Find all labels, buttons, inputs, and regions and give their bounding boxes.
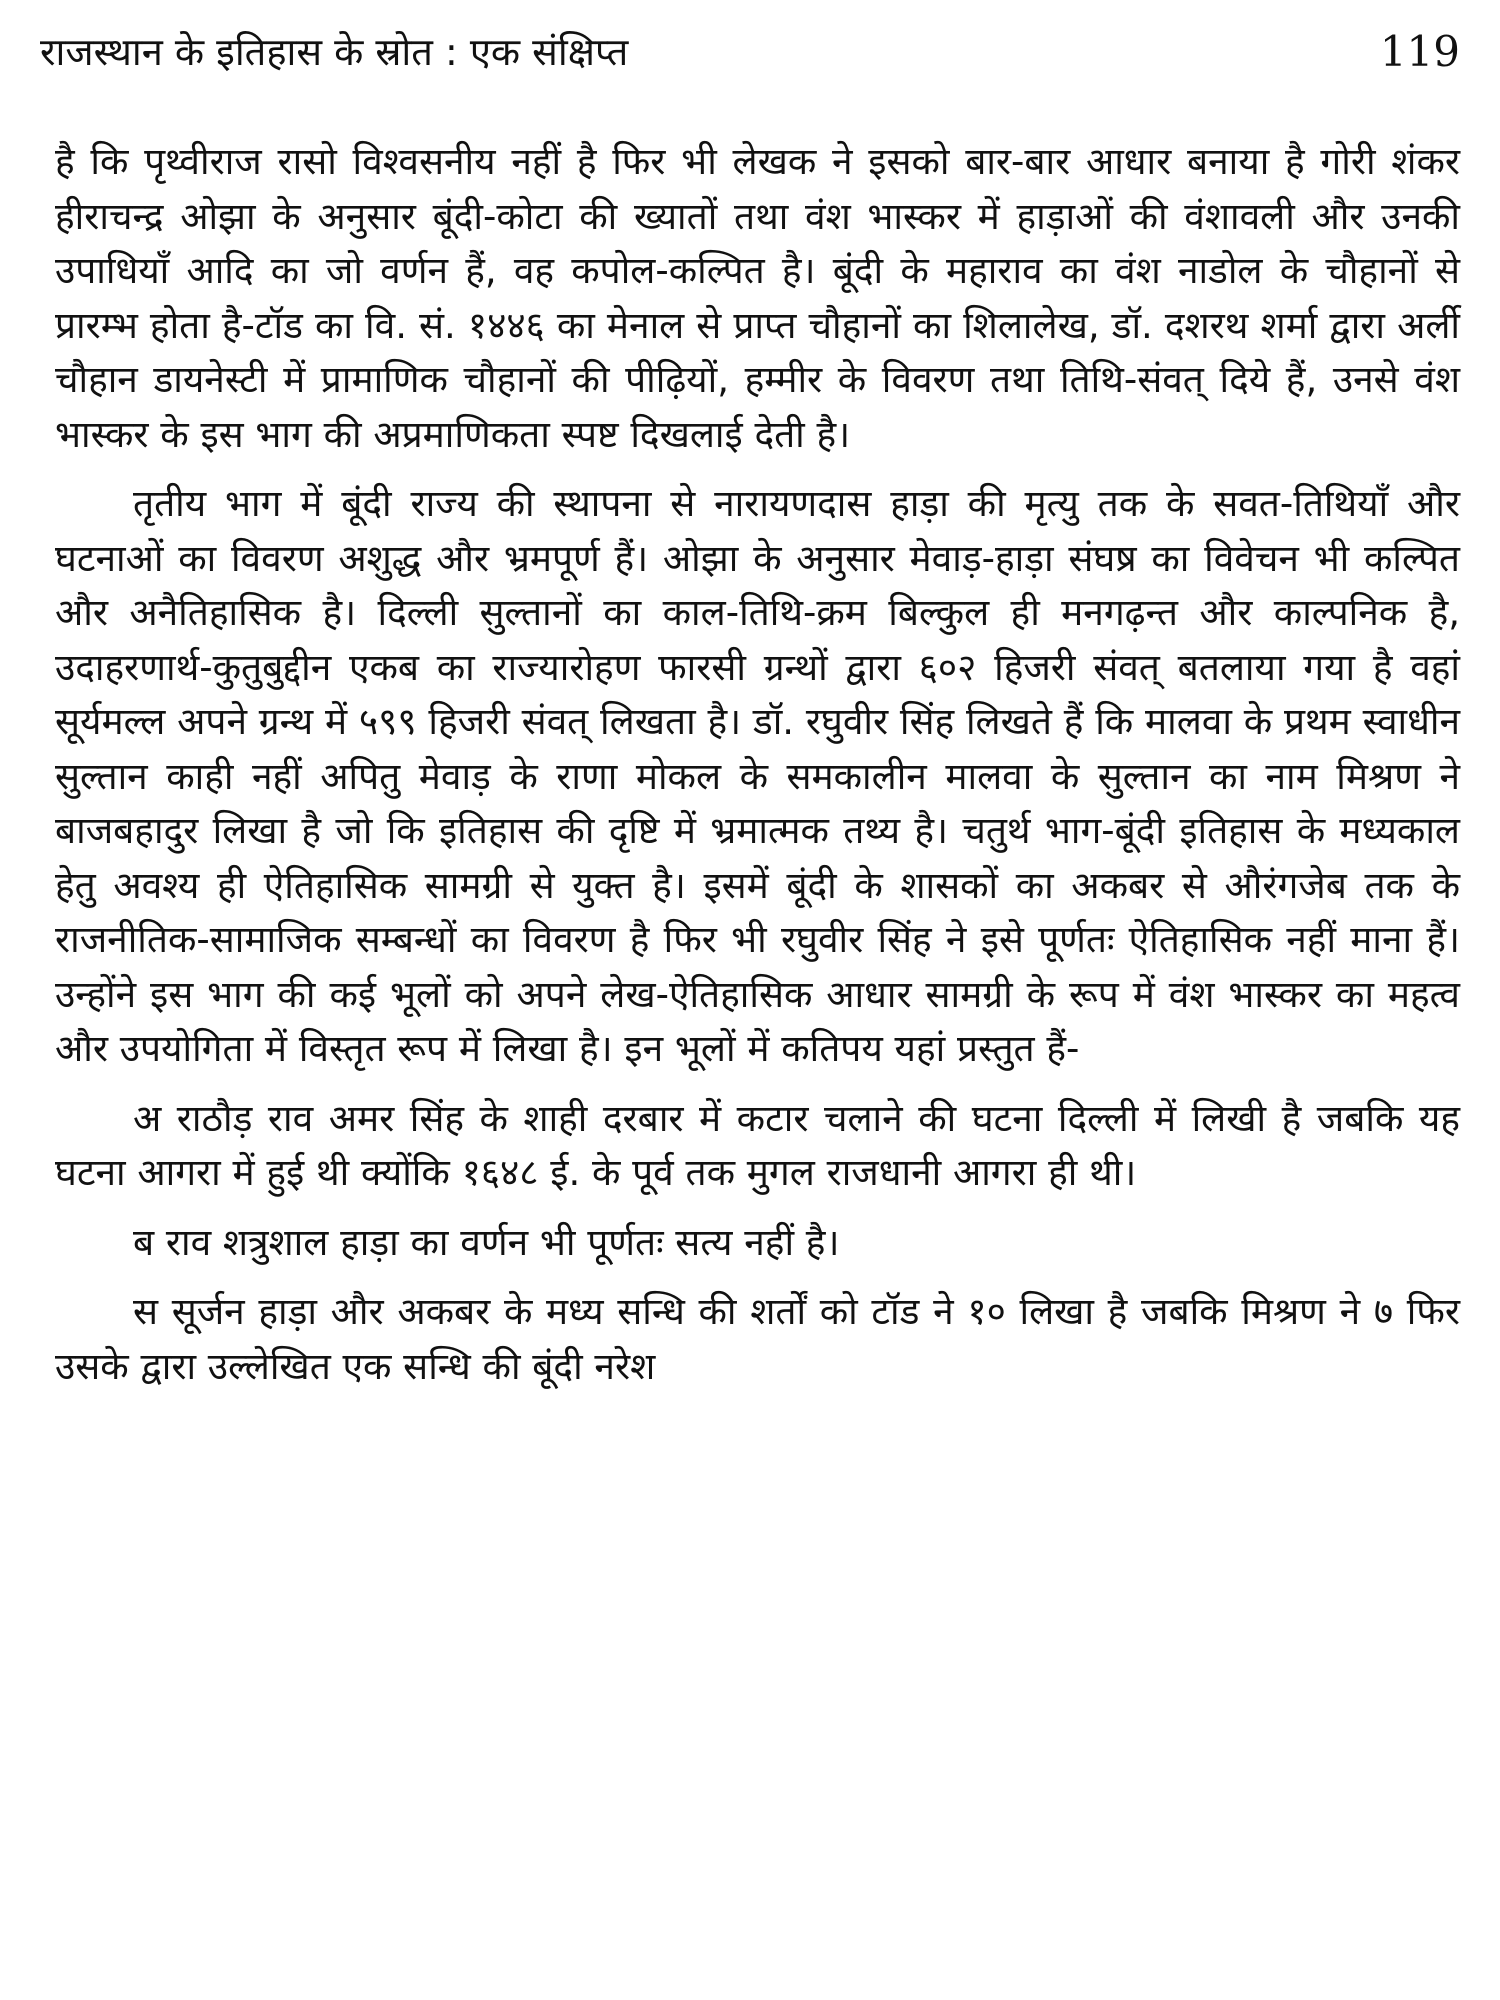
page-number: 119 [1379, 27, 1460, 76]
paragraph-point-a: अ राठौड़ राव अमर सिंह के शाही दरबार में कटार चलाने की घटना दिल्ली में लिखी है जबकि यह घटना आगरा में हुई थी क्योंकि १६४८ ई. के पूर्व तक मुगल राजधानी आगरा ही थी। [55, 1096, 1460, 1194]
page-header [40, 22, 1460, 82]
paragraph-point-b: ब राव शत्रुशाल हाड़ा का वर्णन भी पूर्णतः सत्य नहीं है। [133, 1220, 840, 1264]
paragraph-point-c: स सूर्जन हाड़ा और अकबर के मध्य सन्धि की शर्तों को टॉड ने १० लिखा है जबकि मिश्रण ने ७ फिर उसके द्वारा उल्लेखित एक सन्धि की बूंदी नरेश [55, 1290, 1460, 1388]
running-head-title: राजस्थान के इतिहास के स्रोत : एक संक्षिप्त [40, 30, 629, 74]
paragraph-third-part: तृतीय भाग में बूंदी राज्य की स्थापना से नारायणदास हाड़ा की मृत्यु तक के सवत-तिथियाँ और घटनाओं का विवरण अशुद्ध और भ्रमपूर्ण हैं। ओझा के अनुसार मेवाड़-हाड़ा संघष्र का विवेचन भी कल्पित और अनैतिहासिक है। दिल्ली सुल्तानों का काल-तिथि-क्रम बिल्कुल ही मनगढ़न्त और काल्पनिक है, उदाहरणार्थ-कुतुबुद्दीन एकब का राज्यारोहण फारसी ग्रन्थों द्वारा ६०२ हिजरी संवत् बतलाया गया है वहां सूर्यमल्ल अपने ग्रन्थ में ५९९ हिजरी संवत् लिखता है। डॉ. रघुवीर सिंह लिखते हैं कि मालवा के प्रथम स्वाधीन सुल्तान काही नहीं अपितु मेवाड़ के राणा मोकल के समकालीन मालवा के सुल्तान का नाम मिश्रण ने बाजबहादुर लिखा है जो कि इतिहास की दृष्टि में भ्रमात्मक तथ्य है। चतुर्थ भाग-बूंदी इतिहास के मध्यकाल हेतु अवश्य ही ऐतिहासिक सामग्री से युक्त है। इसमें बूंदी के शासकों का अकबर से औरंगजेब तक के राजनीतिक-सामाजिक सम्बन्धों का विवरण है फिर भी रघुवीर सिंह ने इसे पूर्णतः ऐतिहासिक नहीं माना हैं। उन्होंने इस भाग की कई भूलों को अपने लेख-ऐतिहासिक आधार सामग्री के रूप में वंश भास्कर का महत्व और उपयोगिता में विस्तृत रूप में लिखा है। इन भूलों में कतिपय यहां प्रस्तुत हैं- [55, 482, 1460, 1070]
page-body [55, 135, 1460, 1409]
paragraph-continuation: है कि पृथ्वीराज रासो विश्वसनीय नहीं है फिर भी लेखक ने इसको बार-बार आधार बनाया है गोरी शंकर हीराचन्द्र ओझा के अनुसार बूंदी-कोटा की ख्यातों तथा वंश भास्कर में हाड़ाओं की वंशावली और उनकी उपाधियाँ आदि का जो वर्णन हैं, वह कपोल-कल्पित है। बूंदी के महाराव का वंश नाडोल के चौहानों से प्रारम्भ होता है-टॉड का वि. सं. १४४६ का मेनाल से प्राप्त चौहानों का शिलालेख, डॉ. दशरथ शर्मा द्वारा अर्ली चौहान डायनेस्टी में प्रामाणिक चौहानों की पीढ़ियों, हम्मीर के विवरण तथा तिथि-संवत् दिये हैं, उनसे वंश भास्कर के इस भाग की अप्रमाणिकता स्पष्ट दिखलाई देती है। [55, 140, 1460, 456]
